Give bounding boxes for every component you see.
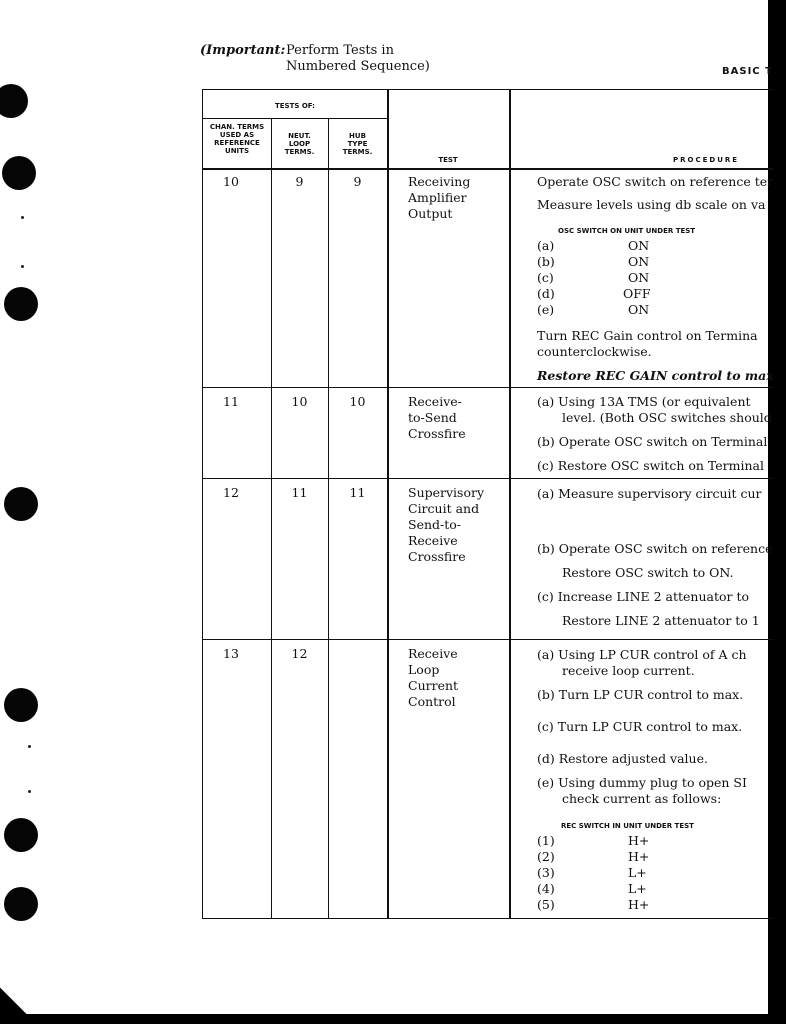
test-line: Current <box>408 678 459 693</box>
col-divider <box>271 118 272 918</box>
test-line: Amplifier <box>408 190 467 205</box>
row-11-a2: level. (Both OSC switches should <box>562 410 772 425</box>
row-10-list-item: (d) <box>537 286 555 301</box>
test-line: Supervisory <box>408 485 485 500</box>
row-13-list-item: (3) <box>537 865 555 880</box>
row-11-a1: (a) Using 13A TMS (or equivalent <box>537 394 751 409</box>
test-line: Receiving <box>408 174 471 189</box>
row-12-c: (c) Increase LINE 2 attenuator to <box>537 589 750 604</box>
header-line: USED AS <box>219 131 255 139</box>
row-10-list-item: (e) <box>537 302 555 317</box>
row-10-test <box>408 174 470 222</box>
row-10-list-item: (c) <box>537 270 554 285</box>
test-line: Loop <box>408 662 440 677</box>
row-13-a2: receive loop current. <box>562 663 695 678</box>
row-12-b: (b) Operate OSC switch on reference <box>537 541 773 556</box>
test-line: Control <box>408 694 456 709</box>
row-13-list-item: (1) <box>537 833 555 848</box>
row-13-chan: 13 <box>223 646 239 661</box>
row-10-neut: 9 <box>295 174 304 189</box>
binder-hole-7 <box>4 887 38 921</box>
row-13-list-value: H+ <box>628 833 650 848</box>
speck <box>28 790 31 793</box>
row-13-test <box>408 646 458 710</box>
row-13-neut: 12 <box>291 646 308 661</box>
row-12-hub: 11 <box>349 485 366 500</box>
col-divider <box>509 90 511 918</box>
row-13-list-value: H+ <box>628 849 650 864</box>
row-11-test <box>408 394 466 442</box>
row-13-a1: (a) Using LP CUR control of A ch <box>537 647 747 662</box>
binder-hole-2 <box>2 156 36 190</box>
row-12-neut: 11 <box>291 485 308 500</box>
test-line: Receive- <box>408 394 462 409</box>
important-text-1: Perform Tests in <box>286 43 394 58</box>
row-10-after-1: Turn REC Gain control on Termina <box>537 328 758 343</box>
row-10-list-item: (b) <box>537 254 555 269</box>
row-11-b: (b) Operate OSC switch on Terminal <box>537 434 768 449</box>
row-10-list-value: ON <box>628 302 650 317</box>
row-10-list-value: ON <box>628 254 650 269</box>
test-line: Crossfire <box>408 426 466 441</box>
header-line: CHAN. TERMS <box>209 123 265 131</box>
row-13-c: (c) Turn LP CUR control to max. <box>537 719 743 734</box>
row-12-chan: 12 <box>223 485 239 500</box>
list-key: (a) <box>537 238 555 253</box>
binder-hole-1 <box>0 84 28 118</box>
section-title: BASIC T <box>722 66 773 77</box>
binder-hole-3 <box>4 287 38 321</box>
row-12-test <box>408 485 484 565</box>
row-10-chan: 10 <box>223 174 239 189</box>
speck <box>28 745 31 748</box>
row-10-proc-2: Measure levels using db scale on va <box>537 197 766 212</box>
row-divider <box>203 387 773 388</box>
binder-hole-6 <box>4 818 38 852</box>
test-line: Circuit and <box>408 501 480 516</box>
header-bottom-rule <box>203 168 773 170</box>
group-header-divider <box>203 118 387 119</box>
row-11-chan: 11 <box>223 394 239 409</box>
header-line: TERMS. <box>342 148 373 156</box>
header-line: REFERENCE <box>214 139 260 147</box>
row-11-hub: 10 <box>349 394 366 409</box>
hub-type-header <box>328 132 387 156</box>
row-10-proc-1: Operate OSC switch on reference ter <box>537 174 774 189</box>
row-divider <box>203 478 773 479</box>
procedure-table <box>202 89 773 919</box>
row-10-hub: 9 <box>353 174 362 189</box>
test-line: Receive <box>408 533 458 548</box>
tests-of-header: TESTS OF: <box>274 102 315 110</box>
row-12-c2: Restore LINE 2 attenuator to 1 <box>562 613 760 628</box>
test-line: Crossfire <box>408 549 466 564</box>
page-edge-shadow-bottom <box>0 1014 786 1024</box>
row-13-list-value: L+ <box>628 865 647 880</box>
test-line: Output <box>408 206 453 221</box>
row-12-b2: Restore OSC switch to ON. <box>562 565 734 580</box>
important-note <box>200 43 430 74</box>
important-text-2: Numbered Sequence) <box>286 59 430 74</box>
row-13-list-value: H+ <box>628 897 650 912</box>
chan-terms-header <box>203 123 271 155</box>
header-line: LOOP <box>288 140 311 148</box>
row-13-d: (d) Restore adjusted value. <box>537 751 708 766</box>
test-header: TEST <box>438 156 458 164</box>
row-13-list-item: (5) <box>537 897 555 912</box>
row-10-list-item <box>537 238 554 254</box>
row-13-e1: (e) Using dummy plug to open SI <box>537 775 747 790</box>
row-13-e2: check current as follows: <box>562 791 722 806</box>
row-12-a: (a) Measure supervisory circuit cur <box>537 486 762 501</box>
row-13-b: (b) Turn LP CUR control to max. <box>537 687 744 702</box>
row-10-list-value: OFF <box>623 286 651 301</box>
header-line: HUB <box>349 132 366 140</box>
neut-loop-header <box>271 132 328 156</box>
row-13-list-item: (2) <box>537 849 555 864</box>
col-divider <box>387 90 389 918</box>
row-11-neut: 10 <box>291 394 308 409</box>
procedure-header: PROCEDURE <box>673 156 740 164</box>
header-line: TERMS. <box>284 148 315 156</box>
important-label: (Important: <box>200 43 286 58</box>
speck <box>21 265 24 268</box>
row-13-sub-header: REC SWITCH IN UNIT UNDER TEST <box>561 822 694 830</box>
row-11-c: (c) Restore OSC switch on Terminal <box>537 458 764 473</box>
binder-hole-4 <box>4 487 38 521</box>
row-10-sub-header: OSC SWITCH ON UNIT UNDER TEST <box>558 227 696 235</box>
test-line: to-Send <box>408 410 457 425</box>
test-line: Send-to- <box>408 517 462 532</box>
header-line: TYPE <box>347 140 368 148</box>
row-10-restore: Restore REC GAIN control to max <box>537 368 774 383</box>
col-divider <box>328 118 329 918</box>
row-divider <box>203 639 773 640</box>
test-line: Receive <box>408 646 458 661</box>
row-10-after-2: counterclockwise. <box>537 344 652 359</box>
binder-hole-5 <box>4 688 38 722</box>
row-13-list-value: L+ <box>628 881 647 896</box>
speck <box>21 216 24 219</box>
header-line: UNITS <box>225 147 249 155</box>
row-10-list-value: ON <box>628 238 650 253</box>
row-13-list-item: (4) <box>537 881 555 896</box>
row-10-list-value: ON <box>628 270 650 285</box>
header-line: NEUT. <box>288 132 311 140</box>
page-corner-fold <box>0 974 40 1024</box>
